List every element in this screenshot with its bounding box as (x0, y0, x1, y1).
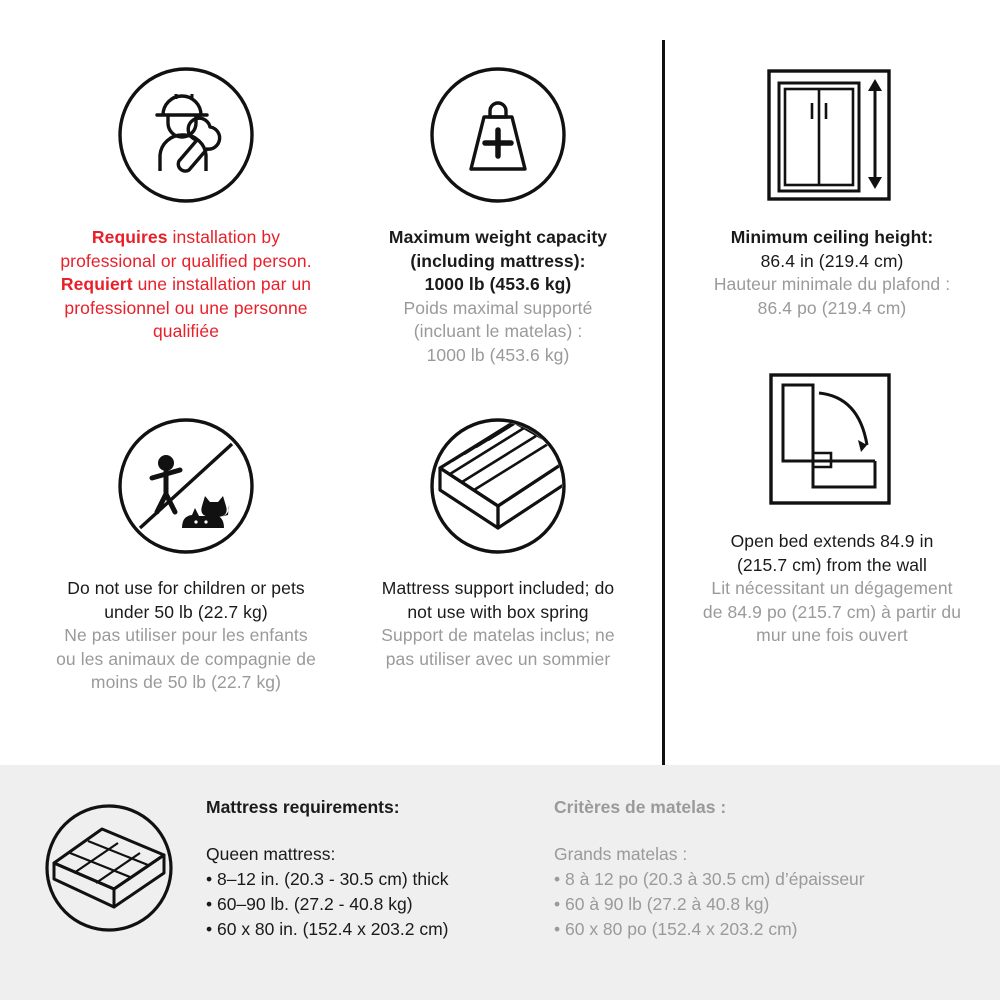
caption-part: de 84.9 po (215.7 cm) à partir du (702, 601, 962, 622)
caption-part: Requires (91, 227, 168, 247)
band-title-en: Mattress requirements: (206, 797, 400, 817)
caption-part: Support de matelas inclus; ne (381, 625, 615, 645)
caption-part: under 50 lb (22.7 kg) (104, 601, 268, 622)
ceiling-height-icon (676, 60, 988, 210)
list-item: Queen mattress: (206, 844, 336, 864)
caption-part: (incluant le matelas) : (413, 321, 583, 341)
spec-caption (40, 577, 332, 695)
spec-caption (352, 226, 644, 367)
spec-caption (676, 530, 988, 648)
caption-part: 1000 lb (453.6 kg) (424, 274, 572, 294)
vertical-divider (662, 40, 665, 766)
caption-part: Do not use for children or pets (67, 578, 305, 598)
caption-part: professional or qualified person. (60, 250, 312, 271)
caption-part: qualifiée (152, 321, 220, 341)
caption-part: Minimum ceiling height: (730, 227, 934, 247)
list-item: • 8–12 in. (20.3 - 30.5 cm) thick (206, 869, 449, 889)
mattress-requirements-band (0, 765, 1000, 1000)
caption-part: Poids maximal supporté (403, 297, 593, 318)
list-item: • 60 x 80 po (152.4 x 203.2 cm) (554, 919, 798, 939)
caption-part: (including mattress): (410, 250, 586, 271)
mattress-requirements-en (184, 795, 536, 942)
spec-item-weight-capacity (342, 60, 654, 389)
weight-capacity-icon (352, 60, 644, 210)
no-children-or-pets-icon (40, 411, 332, 561)
list-item: • 60–90 lb. (27.2 - 40.8 kg) (206, 894, 413, 914)
list-item: Grands matelas : (554, 844, 688, 864)
caption-part: mur une fois ouvert (756, 625, 908, 645)
caption-part: Open bed extends 84.9 in (730, 531, 934, 551)
spec-item-bed-clearance (672, 364, 992, 670)
list-item: • 60 x 80 in. (152.4 x 203.2 cm) (206, 919, 449, 939)
mattress-icon (34, 795, 184, 933)
caption-part: pas utiliser avec un sommier (385, 648, 611, 669)
band-title-fr: Critères de matelas : (554, 797, 727, 817)
slat-mattress-support-icon (352, 411, 644, 561)
caption-part: Maximum weight capacity (388, 227, 608, 247)
spec-caption (676, 226, 988, 320)
caption-part: Ne pas utiliser pour les enfants (64, 625, 308, 645)
band-list-fr (554, 842, 954, 942)
right-icon-column (672, 60, 992, 670)
caption-part: 1000 lb (453.6 kg) (426, 344, 570, 365)
spec-item-mattress-support (342, 411, 654, 717)
band-list-en (206, 842, 536, 942)
left-icon-grid (30, 60, 655, 717)
caption-part: professionnel ou une personne (64, 297, 308, 318)
caption-part: not use with box spring (407, 601, 589, 622)
band-inner (0, 765, 1000, 942)
caption-part: 86.4 po (219.4 cm) (757, 297, 907, 318)
caption-part: ou les animaux de compagnie de (56, 648, 316, 669)
caption-part: Requiert (60, 274, 133, 294)
caption-part: Mattress support included; do (381, 578, 615, 598)
mattress-requirements-fr (536, 795, 954, 942)
caption-part: une installation par un (132, 274, 312, 294)
caption-part: 86.4 in (219.4 cm) (760, 250, 904, 271)
spec-caption (352, 577, 644, 671)
spec-item-no-children-pets (30, 411, 342, 717)
installer-worker-icon (40, 60, 332, 210)
list-item: • 60 à 90 lb (27.2 à 40.8 kg) (554, 894, 770, 914)
caption-part: Hauteur minimale du plafond : (713, 274, 951, 294)
caption-part: Lit nécessitant un dégagement (711, 578, 953, 598)
spec-caption (40, 226, 332, 344)
murphy-bed-clearance-icon (676, 364, 988, 514)
caption-part: moins de 50 lb (22.7 kg) (90, 672, 282, 692)
caption-part: installation by (167, 227, 281, 247)
spec-item-ceiling-height (672, 60, 992, 342)
list-item: • 8 à 12 po (20.3 à 30.5 cm) d’épaisseur (554, 869, 865, 889)
caption-part: (215.7 cm) from the wall (736, 554, 928, 575)
spec-item-installation (30, 60, 342, 389)
